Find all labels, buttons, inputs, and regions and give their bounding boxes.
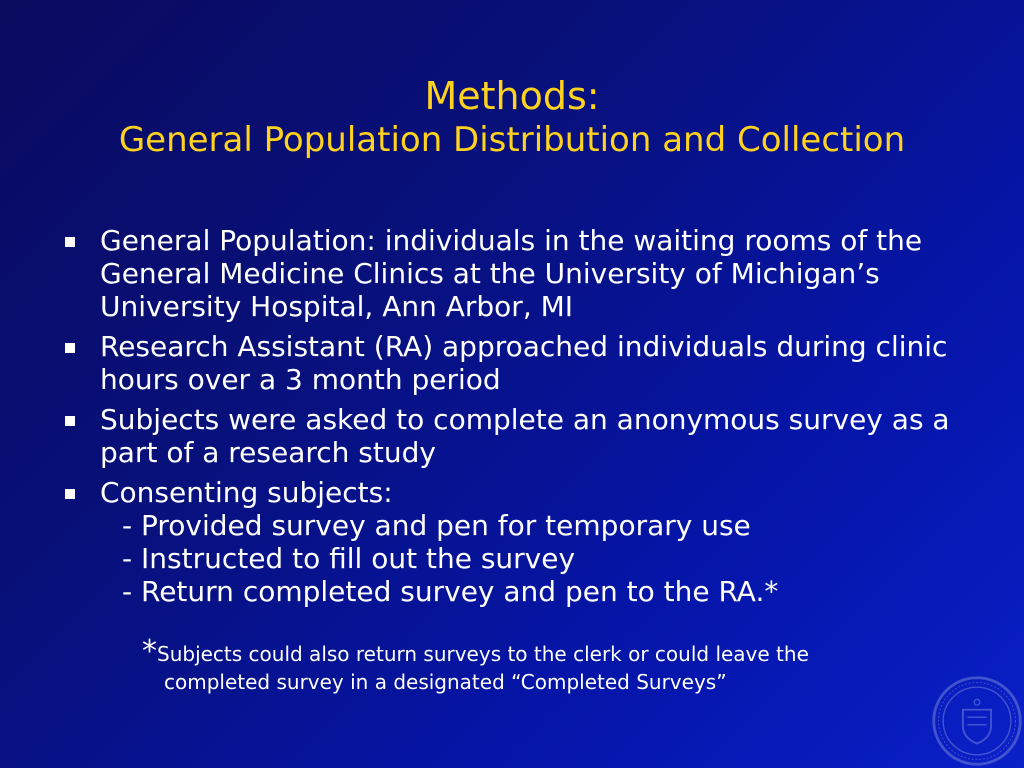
square-bullet-icon [65, 416, 75, 426]
bullet-text: Consenting subjects: [100, 476, 393, 509]
footnote-star: * [142, 634, 157, 669]
bullet-item [60, 403, 960, 469]
sub-list [100, 509, 960, 608]
bullet-text: Research Assistant (RA) approached individuals during clinic hours over a 3 month period [100, 330, 948, 396]
title-block [0, 74, 1024, 162]
bullet-text: Subjects were asked to complete an anonymous survey as a part of a research study [100, 403, 950, 469]
slide-subtitle: General Population Distribution and Collection [118, 120, 906, 160]
square-bullet-icon [65, 343, 75, 353]
footnote-line-2: completed survey in a designated “Completed Surveys” [164, 670, 727, 694]
bullet-text: General Population: individuals in the waiting rooms of the General Medicine Clinics at the University of Michigan’s University Hospital, Ann Arbor, MI [100, 224, 923, 323]
square-bullet-icon [65, 237, 75, 247]
sub-item: - Provided survey and pen for temporary use [122, 509, 751, 542]
bullet-item [60, 476, 960, 608]
footnote [142, 634, 922, 696]
bullet-item [60, 330, 960, 396]
footnote-line-1: Subjects could also return surveys to the clerk or could leave the [157, 642, 809, 666]
sub-item: - Return completed survey and pen to the RA.* [122, 575, 779, 608]
bullet-item [60, 224, 960, 323]
bullet-list [60, 224, 960, 615]
university-seal-icon [930, 674, 1024, 768]
slide-title: Methods: [424, 74, 600, 118]
sub-item: - Instructed to fill out the survey [122, 542, 576, 575]
square-bullet-icon [65, 489, 75, 499]
